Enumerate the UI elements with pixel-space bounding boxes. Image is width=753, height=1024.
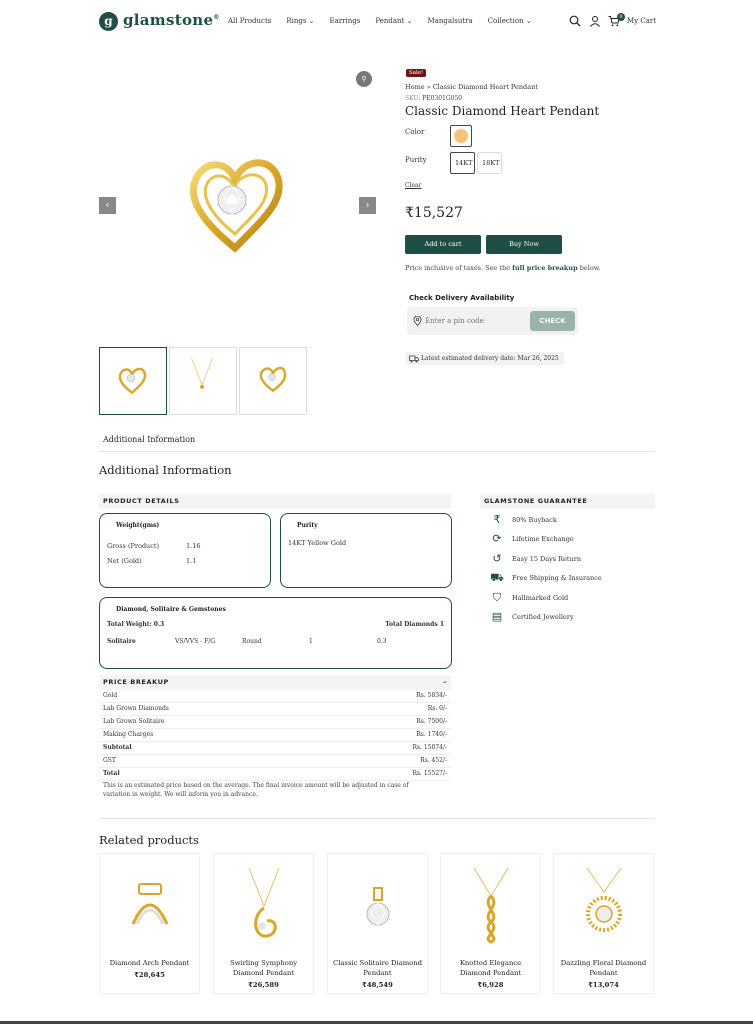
diamond-card-title: Diamond, Solitaire & Gemstones bbox=[116, 606, 226, 613]
guarantee-exchange: ⟳ Lifetime Exchange bbox=[490, 532, 574, 546]
related-product-price: ₹48,549 bbox=[362, 981, 393, 989]
related-product-image bbox=[343, 866, 413, 951]
solitaire-weight: 0.3 bbox=[377, 638, 387, 645]
gallery-next-button[interactable]: › bbox=[359, 197, 376, 214]
buy-now-button[interactable]: Buy Now bbox=[486, 235, 562, 254]
guarantee-shipping: ⛟ Free Shipping & Insurance bbox=[490, 571, 602, 584]
nav-all-products[interactable]: All Products bbox=[228, 17, 272, 25]
nav-earrings[interactable]: Earrings bbox=[329, 17, 361, 25]
price-row-subtotal: Subtotal Rs. 15074/- bbox=[99, 742, 451, 755]
total-diamonds: Total Diamonds 1 bbox=[385, 621, 444, 628]
net-weight-label: Net (Gold) bbox=[107, 557, 142, 565]
nav-collection[interactable]: Collection ⌄ bbox=[487, 17, 532, 25]
guarantee-return: ↺ Easy 15 Days Return bbox=[490, 552, 581, 566]
price-breakup-link[interactable]: full price breakup bbox=[512, 264, 578, 272]
diamond-card bbox=[99, 597, 452, 669]
location-pin-icon bbox=[413, 316, 422, 326]
price-row-gold: Gold Rs. 5834/- bbox=[99, 690, 451, 703]
rupee-icon: ₹ bbox=[493, 513, 501, 526]
chevron-down-icon: ⌄ bbox=[406, 17, 413, 25]
thumbnail-2[interactable] bbox=[169, 347, 237, 415]
related-products-title: Related products bbox=[99, 833, 199, 847]
related-product-name: Knotted Elegance Diamond Pendant bbox=[459, 959, 522, 977]
purity-card bbox=[280, 513, 452, 588]
chevron-down-icon: ⌄ bbox=[525, 17, 532, 25]
exchange-icon: ⟳ bbox=[492, 532, 502, 545]
truck-icon: ⛟ bbox=[490, 571, 504, 584]
purity-option-18kt[interactable]: 18KT bbox=[477, 152, 502, 174]
brand-logo[interactable] bbox=[123, 11, 220, 29]
solitaire-shape: Round bbox=[242, 638, 262, 645]
certificate-icon: ▤ bbox=[491, 610, 503, 623]
price-row-total: Total Rs. 15527/- bbox=[99, 768, 451, 781]
related-product-card[interactable] bbox=[553, 853, 654, 994]
related-product-name: Diamond Arch Pendant bbox=[109, 959, 190, 967]
clear-selection-link[interactable]: Clear bbox=[405, 182, 422, 189]
hallmark-icon: ⛉ bbox=[492, 591, 502, 604]
nav-pendant[interactable]: Pendant ⌄ bbox=[375, 17, 413, 25]
color-label: Color bbox=[405, 128, 425, 136]
divider bbox=[99, 451, 655, 452]
related-product-image bbox=[229, 866, 299, 951]
sale-badge: Sale! bbox=[406, 69, 426, 77]
related-product-price: ₹6,928 bbox=[477, 981, 504, 989]
solitaire-type: Solitaire bbox=[107, 638, 136, 645]
breadcrumb[interactable]: Home » Classic Diamond Heart Pendant bbox=[405, 83, 538, 91]
price-breakup-note: This is an estimated price based on the average. The final invoice amount will be adjusted in case of variation in weight. We will inform you in advance. bbox=[103, 782, 409, 798]
purity-label: Purity bbox=[405, 156, 427, 164]
price-row-lab-diamonds: Lab Grown Diamonds Rs. 0/- bbox=[99, 703, 451, 716]
related-product-price: ₹13,074 bbox=[588, 981, 619, 989]
related-product-card[interactable] bbox=[99, 853, 200, 994]
tab-additional-information[interactable]: Additional Information bbox=[103, 435, 196, 444]
delivery-truck-icon bbox=[409, 355, 419, 363]
color-swatch bbox=[454, 129, 468, 143]
related-product-card[interactable] bbox=[213, 853, 314, 994]
price-breakup-heading[interactable] bbox=[99, 675, 451, 690]
pincode-input[interactable] bbox=[425, 312, 525, 330]
net-weight-value: 1.1 bbox=[186, 557, 197, 565]
zoom-icon[interactable]: ⚲ bbox=[356, 71, 372, 87]
add-to-cart-button[interactable]: Add to cart bbox=[405, 235, 481, 254]
related-product-price: ₹28,645 bbox=[134, 971, 165, 979]
cart-count-badge: 0 bbox=[617, 13, 625, 21]
divider bbox=[99, 818, 655, 819]
product-title: Classic Diamond Heart Pendant bbox=[405, 104, 600, 118]
latest-delivery-text: Latest estimated delivery date: Mar 26, 2025 bbox=[421, 355, 559, 362]
gallery-prev-button[interactable]: ‹ bbox=[99, 197, 116, 214]
related-product-name: Dazzling Floral Diamond Pendant bbox=[560, 959, 647, 977]
product-price: ₹15,527 bbox=[405, 205, 463, 221]
pincode-box bbox=[407, 307, 578, 335]
nav-rings[interactable]: Rings ⌄ bbox=[286, 17, 315, 25]
guarantee-buyback: ₹ 80% Buyback bbox=[490, 513, 557, 527]
sku-label: SKU: bbox=[405, 95, 421, 102]
solitaire-clarity: VS/VVS - F/G bbox=[175, 638, 216, 645]
collapse-icon[interactable]: – bbox=[443, 678, 447, 686]
gross-weight-label: Gross (Product) bbox=[107, 542, 160, 550]
main-product-image[interactable] bbox=[180, 150, 290, 260]
chevron-down-icon: ⌄ bbox=[308, 17, 315, 25]
guarantee-certified: ▤ Certified Jewellery bbox=[491, 610, 574, 623]
product-details-heading: PRODUCT DETAILS bbox=[99, 494, 451, 509]
thumbnail-1[interactable] bbox=[99, 347, 167, 415]
user-icon[interactable] bbox=[589, 15, 601, 27]
search-icon[interactable] bbox=[569, 15, 581, 27]
logo-icon[interactable]: g bbox=[99, 12, 118, 31]
price-breakup-title: PRICE BREAKUP bbox=[103, 678, 169, 686]
solitaire-count: 1 bbox=[309, 638, 313, 645]
price-row-gst: GST Rs. 452/- bbox=[99, 755, 451, 768]
thumbnail-3[interactable] bbox=[239, 347, 307, 415]
thumbnail-model-image bbox=[170, 348, 236, 414]
nav-mangalsutra[interactable]: Mangalsutra bbox=[427, 17, 473, 25]
weight-title: Weight(gms) bbox=[116, 522, 160, 529]
guarantee-heading: GLAMSTONE GUARANTEE bbox=[480, 494, 655, 509]
purity-option-14kt[interactable]: 14KT bbox=[450, 152, 475, 174]
related-product-name: Classic Solitaire Diamond Pendant bbox=[333, 959, 422, 977]
related-product-card[interactable] bbox=[440, 853, 541, 994]
related-product-name: Swirling Symphony Diamond Pendant bbox=[229, 959, 298, 977]
thumbnail-side-image bbox=[240, 348, 306, 414]
return-icon: ↺ bbox=[492, 552, 502, 565]
related-product-card[interactable] bbox=[327, 853, 428, 994]
weight-card bbox=[99, 513, 271, 588]
tax-note-prefix: Price inclusive of taxes. See the bbox=[405, 264, 510, 272]
check-pincode-button[interactable]: CHECK bbox=[530, 311, 575, 331]
gross-weight-value: 1.16 bbox=[186, 542, 201, 550]
color-swatch-option[interactable] bbox=[450, 125, 472, 147]
cart-link[interactable]: My Cart bbox=[627, 17, 657, 25]
additional-info-title: Additional Information bbox=[99, 463, 232, 477]
delivery-title: Check Delivery Availability bbox=[409, 294, 515, 302]
related-product-price: ₹26,589 bbox=[248, 981, 279, 989]
related-product-image bbox=[456, 866, 526, 951]
purity-card-value: 14KT Yellow Gold bbox=[288, 539, 347, 547]
related-product-image bbox=[115, 866, 185, 951]
tax-note bbox=[405, 264, 601, 272]
latest-delivery-note bbox=[405, 352, 564, 365]
price-row-lab-solitaire: Lab Grown Solitaire Rs. 7500/- bbox=[99, 716, 451, 729]
total-weight: Total Weight: 0.3 bbox=[107, 621, 165, 628]
trademark-mark: ® bbox=[213, 14, 220, 21]
thumbnail-heart-image bbox=[100, 348, 166, 414]
sku-value: PE0301G050 bbox=[422, 95, 463, 102]
purity-card-title: Purity bbox=[297, 522, 318, 529]
tax-note-suffix: below. bbox=[579, 264, 601, 272]
sku-line bbox=[405, 95, 462, 102]
brand-name: glamstone bbox=[123, 11, 214, 29]
guarantee-hallmark: ⛉ Hallmarked Gold bbox=[490, 591, 568, 605]
related-product-image bbox=[569, 866, 639, 951]
price-row-making: Making Charges Rs. 1740/- bbox=[99, 729, 451, 742]
main-nav bbox=[228, 17, 532, 25]
